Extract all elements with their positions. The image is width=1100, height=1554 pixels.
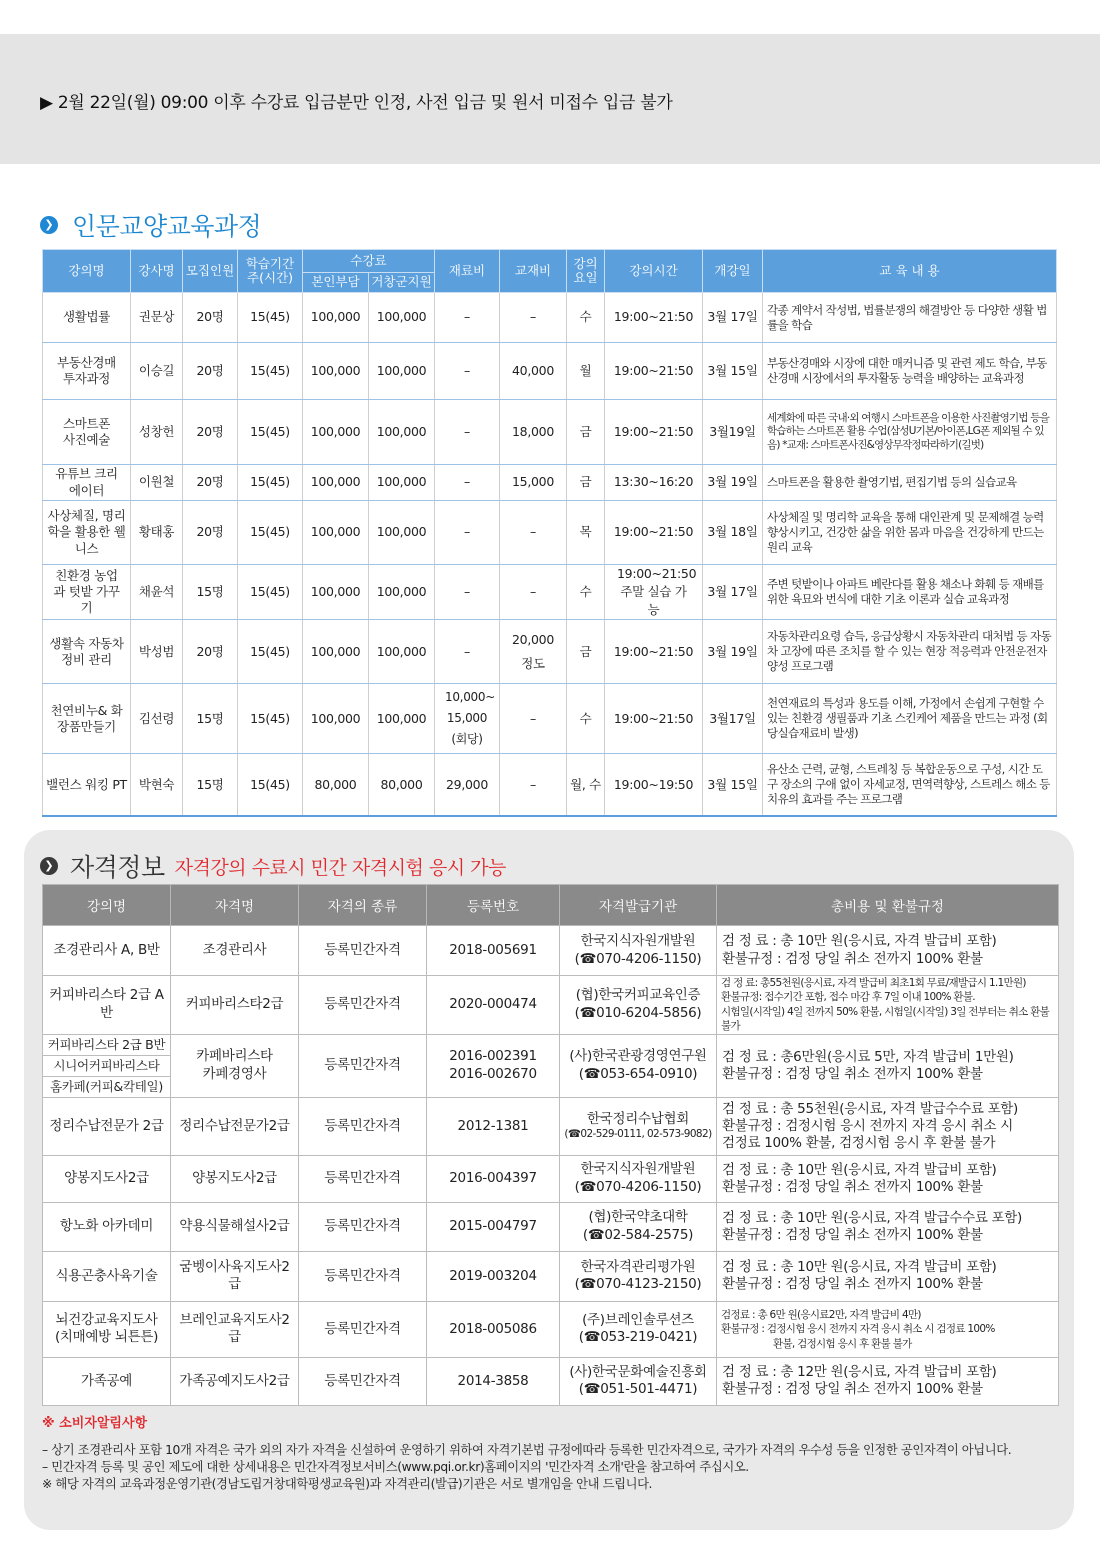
textbook-fee: – (500, 293, 567, 343)
table-row (43, 1357, 1059, 1405)
start-date: 3월 17일 (703, 293, 763, 343)
notice-text: ▶ 2월 22일(월) 09:00 이후 수강료 입금분만 인정, 사전 입금 및 원서 미접수 입금 불가 (40, 93, 673, 113)
reg-number: 2020-000474 (427, 976, 560, 1035)
instructor-name: 김선령 (131, 684, 183, 754)
lecture-time: 19:00~19:50 (605, 754, 703, 816)
course-name: 홈카페(커피&칵테일) (43, 1076, 171, 1097)
tuition-self: 100,000 (303, 501, 369, 565)
fee-line: 검정료 100% 환불, 검정시험 응시 후 환불 불가 (722, 1135, 996, 1152)
course-name: 시니어커피바리스타 (43, 1055, 171, 1076)
course-content: 주변 텃밭이나 아파트 베란다를 활용 채소나 화훼 등 재배를 위한 육묘와 번식에 대한 기초 이론과 실습 교육과정 (763, 565, 1057, 620)
issuer (560, 1034, 717, 1097)
start-date: 3월 18일 (703, 501, 763, 565)
period: 15(45) (238, 754, 303, 816)
material-fee: – (435, 400, 500, 465)
header-type: 자격의 종류 (299, 885, 427, 926)
header-cert: 자격명 (171, 885, 299, 926)
cert-type: 등록민간자격 (299, 1251, 427, 1301)
issuer (560, 1155, 717, 1202)
fee-info (717, 1357, 1059, 1405)
table-row (43, 1034, 1059, 1055)
course-content: 스마트폰을 활용한 촬영기법, 편집기법 등의 실습교육 (763, 465, 1057, 501)
issuer (560, 1202, 717, 1251)
reg-number: 2018-005086 (427, 1301, 560, 1357)
capacity: 20명 (183, 501, 238, 565)
lecture-time: 19:00~21:50 (605, 343, 703, 400)
issuer-phone: (☎02-529-0111, 02-573-9082) (564, 1128, 712, 1141)
tuition-self: 100,000 (303, 565, 369, 620)
material-fee: 29,000 (435, 754, 500, 816)
lecture-day: 월 (567, 343, 605, 400)
fee-info (717, 1202, 1059, 1251)
section2-subheading: 자격강의 수료시 민간 자격시험 응시 가능 (174, 856, 506, 879)
reg-number: 2015-004797 (427, 1202, 560, 1251)
table-row (43, 976, 1059, 1035)
tuition-self: 100,000 (303, 293, 369, 343)
table-row (43, 1097, 1059, 1155)
course-name: 뇌건강교육지도사 (치매예방 뇌튼튼) (43, 1301, 171, 1357)
issuer-name: 한국지식자원개발원 (580, 1161, 696, 1178)
textbook-fee: – (500, 501, 567, 565)
cert-type: 등록민간자격 (299, 1301, 427, 1357)
tuition-county: 100,000 (369, 620, 435, 684)
start-date: 3월 19일 (703, 465, 763, 501)
tuition-county: 100,000 (369, 565, 435, 620)
issuer-name: (주)브레인솔루션즈 (582, 1311, 694, 1328)
fee-info (717, 1034, 1059, 1097)
cert-name: 약용식물해설사2급 (171, 1202, 299, 1251)
consumer-notice (42, 1412, 1062, 1494)
table-row (43, 293, 1057, 343)
period: 15(45) (238, 293, 303, 343)
course-name: 생활법률 (43, 293, 131, 343)
table-row (43, 465, 1057, 501)
cert-type: 등록민간자격 (299, 1097, 427, 1155)
chevron-right-icon: ❯ (40, 216, 58, 234)
table-row (43, 1251, 1059, 1301)
capacity: 15명 (183, 565, 238, 620)
cert-name: 정리수납전문가2급 (171, 1097, 299, 1155)
textbook-fee: 40,000 (500, 343, 567, 400)
cert-type: 등록민간자격 (299, 976, 427, 1035)
lecture-day: 목 (567, 501, 605, 565)
fee-line: 환불규정 : 검정 당일 취소 전까지 100% 환불 (722, 1381, 983, 1398)
table-row (43, 926, 1059, 976)
table-row (43, 1301, 1059, 1357)
issuer-phone: (☎02-584-2575) (582, 1226, 694, 1243)
material-fee: 10,000~ 15,000 (회당) (435, 684, 500, 754)
course-content: 자동차관리요령 습득, 응급상황시 자동차관리 대처법 등 자동차 고장에 따른 조치를 할 수 있는 현장 적응력과 안전운전자 양성 프로그램 (763, 620, 1057, 684)
issuer-phone: (☎053-219-0421) (578, 1329, 698, 1346)
issuer-phone: (☎070-4206-1150) (574, 950, 702, 967)
header-reg: 등록번호 (427, 885, 560, 926)
course-name: 친환경 농업과 텃밭 가꾸기 (43, 565, 131, 620)
cert-name: 조경관리사 (171, 926, 299, 976)
tuition-self: 100,000 (303, 620, 369, 684)
fee-line: 환불규정 : 검정 당일 취소 전까지 100% 환불 (722, 1065, 983, 1082)
lecture-time: 19:00~21:50 (605, 400, 703, 465)
tuition-self: 100,000 (303, 684, 369, 754)
cert-type: 등록민간자격 (299, 1202, 427, 1251)
lecture-day: 월, 수 (567, 754, 605, 816)
cert-name: 브레인교육지도사2급 (171, 1301, 299, 1357)
textbook-fee: – (500, 684, 567, 754)
header-tuition-self: 본인부담 (303, 273, 369, 293)
lecture-time: 19:00~21:50 (605, 293, 703, 343)
issuer-name: (사)한국관광경영연구원 (569, 1048, 707, 1065)
table-row (43, 620, 1057, 684)
issuer-phone: (☎070-4206-1150) (574, 1178, 702, 1195)
capacity: 20명 (183, 343, 238, 400)
fee-info (717, 1097, 1059, 1155)
cert-name: 양봉지도사2급 (171, 1155, 299, 1202)
course-content: 유산소 근력, 균형, 스트레칭 등 복합운동으로 구성, 시간 도구 장소의 구애 없이 자세교정, 면역력향상, 스트레스 해소 등 치유의 효과를 주는 프로그램 (763, 754, 1057, 816)
lecture-time: 19:00~21:50 주말 실습 가능 (605, 565, 703, 620)
reg-number: 2016-002391 2016-002670 (427, 1034, 560, 1097)
start-date: 3월 19일 (703, 620, 763, 684)
issuer (560, 1251, 717, 1301)
section1-heading: 인문교양교육과정 (72, 212, 262, 241)
cert-type: 등록민간자격 (299, 1155, 427, 1202)
table-row (43, 400, 1057, 465)
course-name: 유튜브 크리에이터 (43, 465, 131, 501)
start-date: 3월17일 (703, 684, 763, 754)
course-name: 정리수납전문가 2급 (43, 1097, 171, 1155)
course-name: 사상체질, 명리학을 활용한 웰니스 (43, 501, 131, 565)
course-name: 항노화 아카데미 (43, 1202, 171, 1251)
fee-line: 검 정 료: 총55천원(응시료, 자격 발급비 최초1회 무료/재발급시 1.1만원) (721, 977, 1026, 989)
table-row (43, 501, 1057, 565)
tuition-county: 100,000 (369, 400, 435, 465)
fee-line: 환불규정 : 검정 당일 취소 전까지 100% 환불 (722, 1276, 983, 1293)
lecture-day: 금 (567, 400, 605, 465)
issuer (560, 1357, 717, 1405)
start-date: 3월 17일 (703, 565, 763, 620)
course-name: 밸런스 워킹 PT (43, 754, 131, 816)
course-content: 사상체질 및 명리학 교육을 통해 대인관계 및 문제해결 능력 향상시키고, 건강한 삶을 위한 몸과 마음을 건강하게 만드는 원리 교육 (763, 501, 1057, 565)
course-content: 각종 계약서 작성법, 법률분쟁의 해결방안 등 다양한 생활 법률을 학습 (763, 293, 1057, 343)
textbook-fee: – (500, 754, 567, 816)
capacity: 20명 (183, 400, 238, 465)
reg-number: 2016-004397 (427, 1155, 560, 1202)
issuer (560, 1301, 717, 1357)
material-fee: – (435, 565, 500, 620)
header-tuition: 수강료 (303, 250, 435, 273)
table-row (43, 565, 1057, 620)
textbook-fee: 18,000 (500, 400, 567, 465)
fee-line: 검 정 료 : 총 12만 원(응시료, 자격 발급비 포함) (722, 1364, 997, 1381)
fee-line: 환불규정: 접수기간 포함, 접수 마감 후 7일 이내 100% 환불. (721, 991, 975, 1004)
cert-type: 등록민간자격 (299, 926, 427, 976)
tuition-self: 100,000 (303, 400, 369, 465)
header-course: 강의명 (43, 885, 171, 926)
issuer-name: 한국자격관리평가원 (580, 1258, 696, 1275)
course-name: 부동산경매 투자과정 (43, 343, 131, 400)
header-material-fee: 재료비 (435, 250, 500, 293)
fee-line: 환불규정 : 검정시험 응시 전까지 자격 응시 취소 시 검정료 100% (721, 1323, 995, 1336)
cert-name: 카페바리스타 카페경영사 (171, 1034, 299, 1097)
header-content: 교 육 내 용 (763, 250, 1057, 293)
fee-line: 환불규정 : 검정 당일 취소 전까지 100% 환불 (722, 1178, 983, 1195)
issuer-phone: (☎053-654-0910) (578, 1065, 698, 1082)
issuer-name: (사)한국문화예술진흥회 (569, 1363, 707, 1380)
header-fee: 총비용 및 환불규정 (717, 885, 1059, 926)
capacity: 20명 (183, 465, 238, 501)
capacity: 20명 (183, 620, 238, 684)
tuition-county: 80,000 (369, 754, 435, 816)
start-date: 3월 15일 (703, 343, 763, 400)
header-course: 강의명 (43, 250, 131, 293)
section2-heading: 자격정보 (70, 853, 165, 882)
fee-line: 검 정 료 : 총 10만 원(응시료, 자격 발급비 포함) (722, 933, 997, 950)
notice-line: – 상기 조경관리사 포함 10개 자격은 국가 외의 자가 자격을 신설하여 운영하기 위하여 자격기본법 규정에따라 등록한 민간자격으로, 국가가 자격의 우수성 등을 인정한 공인자격이 아닙니다. (42, 1443, 1012, 1457)
instructor-name: 박성범 (131, 620, 183, 684)
course-name: 가족공예 (43, 1357, 171, 1405)
course-content: 부동산경매와 시장에 대한 매커니즘 및 관련 제도 학습, 부동산경매 시장에서의 투자활동 능력을 배양하는 교육과정 (763, 343, 1057, 400)
course-name: 스마트폰 사진예술 (43, 400, 131, 465)
lecture-day: 수 (567, 684, 605, 754)
material-fee: – (435, 343, 500, 400)
issuer-name: 한국정리수납협회 (587, 1110, 689, 1127)
tuition-self: 80,000 (303, 754, 369, 816)
tuition-county: 100,000 (369, 501, 435, 565)
material-fee: – (435, 501, 500, 565)
capacity: 15명 (183, 754, 238, 816)
header-start: 개강일 (703, 250, 763, 293)
fee-info (717, 1155, 1059, 1202)
cert-name: 가족공예지도사2급 (171, 1357, 299, 1405)
course-content: 천연재료의 특성과 용도를 이해, 가정에서 손쉽게 구현할 수 있는 친환경 생필품과 기초 스킨케어 제품을 만드는 과정 (회당실습재료비 발생) (763, 684, 1057, 754)
reg-number: 2019-003204 (427, 1251, 560, 1301)
instructor-name: 권문상 (131, 293, 183, 343)
instructor-name: 이원철 (131, 465, 183, 501)
fee-line: 검 정 료 : 총 10만 원(응시료, 자격 발급비 포함) (722, 1259, 997, 1276)
notice-line: – 민간자격 등록 및 공인 제도에 대한 상세내용은 민간자격정보서비스(www.pqi.or.kr)홈페이지의 '민간자격 소개'란을 참고하여 주십시오. (42, 1460, 749, 1475)
start-date: 3월 15일 (703, 754, 763, 816)
notice-line: ※ 해당 자격의 교육과정운영기관(경남도립거창대학평생교육원)과 자격관리(발급)기관은 서로 별개임을 안내 드립니다. (42, 1477, 653, 1492)
fee-info (717, 1301, 1059, 1357)
lecture-time: 19:00~21:50 (605, 684, 703, 754)
header-capacity: 모집인원 (183, 250, 238, 293)
certification-table (42, 884, 1059, 1406)
period: 15(45) (238, 620, 303, 684)
reg-number: 2018-005691 (427, 926, 560, 976)
fee-info (717, 926, 1059, 976)
period: 15(45) (238, 400, 303, 465)
material-fee: – (435, 465, 500, 501)
header-day: 강의 요일 (567, 250, 605, 293)
instructor-name: 이승길 (131, 343, 183, 400)
notice-heading: ※ 소비자알림사항 (42, 1416, 148, 1431)
textbook-fee: 15,000 (500, 465, 567, 501)
course-name: 커피바리스타 2급 B반 (43, 1034, 171, 1055)
fee-line: 검 정 료 : 총 10만 원(응시료, 자격 발급수수료 포함) (722, 1209, 1023, 1226)
tuition-self: 100,000 (303, 343, 369, 400)
fee-line: 검 정 료 : 총 10만 원(응시료, 자격 발급비 포함) (722, 1161, 997, 1178)
lecture-time: 19:00~21:50 (605, 501, 703, 565)
reg-number: 2014-3858 (427, 1357, 560, 1405)
course-table (42, 249, 1057, 817)
fee-line: 환불규정 : 검정시험 응시 전까지 자격 응시 취소 시 (722, 1117, 1013, 1134)
textbook-fee: 20,000 정도 (500, 620, 567, 684)
lecture-day: 수 (567, 293, 605, 343)
issuer (560, 1097, 717, 1155)
table-row (43, 343, 1057, 400)
header-textbook-fee: 교재비 (500, 250, 567, 293)
textbook-fee: – (500, 565, 567, 620)
issuer-name: (협)한국약초대학 (588, 1209, 688, 1226)
course-content: 세계화에 따른 국내·외 여행시 스마트폰을 이용한 사진촬영기법 등을 학습하는 스마트폰 활용 수업(삼성U기본/아이폰,LG폰 제외될 수 있음) *교재: 스마트폰사진&영상무작정따라하기(길벗) (763, 400, 1057, 465)
issuer-name: (협)한국커피교육인증 (575, 987, 701, 1004)
course-name: 식용곤충사육기술 (43, 1251, 171, 1301)
period: 15(45) (238, 343, 303, 400)
course-name: 천연비누& 화장품만들기 (43, 684, 131, 754)
cert-name: 커피바리스타2급 (171, 976, 299, 1035)
tuition-county: 100,000 (369, 293, 435, 343)
lecture-time: 13:30~16:20 (605, 465, 703, 501)
fee-line: 환불규정 : 검정 당일 취소 전까지 100% 환불 (722, 950, 983, 967)
fee-info (717, 1251, 1059, 1301)
issuer-phone: (☎051-501-4471) (578, 1381, 698, 1398)
material-fee: – (435, 293, 500, 343)
issuer-phone: (☎010-6204-5856) (574, 1004, 702, 1021)
fee-line: 환불, 검정시험 응시 후 환불 불가 (773, 1337, 912, 1350)
tuition-county: 100,000 (369, 465, 435, 501)
tuition-self: 100,000 (303, 465, 369, 501)
fee-line: 시험일(시작일) 4일 전까지 50% 환불, 시험일(시작일) 3일 전부터는 취소 환불 불가 (721, 1005, 1050, 1033)
fee-line: 검정료 : 총 6만 원(응시료2만, 자격 발급비 4만) (721, 1308, 921, 1321)
issuer-name: 한국지식자원개발원 (580, 932, 696, 949)
table-row (43, 754, 1057, 816)
issuer (560, 926, 717, 976)
period: 15(45) (238, 501, 303, 565)
course-name: 양봉지도사2급 (43, 1155, 171, 1202)
reg-number: 2012-1381 (427, 1097, 560, 1155)
fee-info (717, 976, 1059, 1035)
lecture-day: 금 (567, 620, 605, 684)
capacity: 20명 (183, 293, 238, 343)
start-date: 3월19일 (703, 400, 763, 465)
issuer-phone: (☎070-4123-2150) (574, 1276, 702, 1293)
fee-line: 검 정 료 : 총6만원(응시료 5만, 자격 발급비 1만원) (722, 1048, 1014, 1065)
material-fee: – (435, 620, 500, 684)
period: 15(45) (238, 565, 303, 620)
section2-title (40, 848, 506, 884)
cert-type: 등록민간자격 (299, 1034, 427, 1097)
instructor-name: 성창헌 (131, 400, 183, 465)
fee-line: 환불규정 : 검정 당일 취소 전까지 100% 환불 (722, 1226, 983, 1243)
header-tuition-county: 거창군지원 (369, 273, 435, 293)
table-row (43, 1202, 1059, 1251)
cert-type: 등록민간자격 (299, 1357, 427, 1405)
header-issuer: 자격발급기관 (560, 885, 717, 926)
instructor-name: 박현숙 (131, 754, 183, 816)
table-row (43, 1155, 1059, 1202)
capacity: 15명 (183, 684, 238, 754)
chevron-right-icon: ❯ (40, 857, 58, 875)
period: 15(45) (238, 465, 303, 501)
instructor-name: 황태홍 (131, 501, 183, 565)
tuition-county: 100,000 (369, 343, 435, 400)
header-time: 강의시간 (605, 250, 703, 293)
issuer (560, 976, 717, 1035)
header-period: 학습기간 주(시간) (238, 250, 303, 293)
instructor-name: 채윤석 (131, 565, 183, 620)
cert-name: 굼벵이사육지도사2급 (171, 1251, 299, 1301)
section1-title (40, 207, 261, 243)
lecture-day: 금 (567, 465, 605, 501)
tuition-county: 100,000 (369, 684, 435, 754)
course-name: 커피바리스타 2급 A반 (43, 976, 171, 1035)
header-instructor: 강사명 (131, 250, 183, 293)
course-name: 조경관리사 A, B반 (43, 926, 171, 976)
table-row (43, 684, 1057, 754)
period: 15(45) (238, 684, 303, 754)
course-name: 생활속 자동차정비 관리 (43, 620, 131, 684)
fee-line: 검 정 료 : 총 55천원(응시료, 자격 발급수수료 포함) (722, 1100, 1019, 1117)
lecture-time: 19:00~21:50 (605, 620, 703, 684)
lecture-day: 수 (567, 565, 605, 620)
